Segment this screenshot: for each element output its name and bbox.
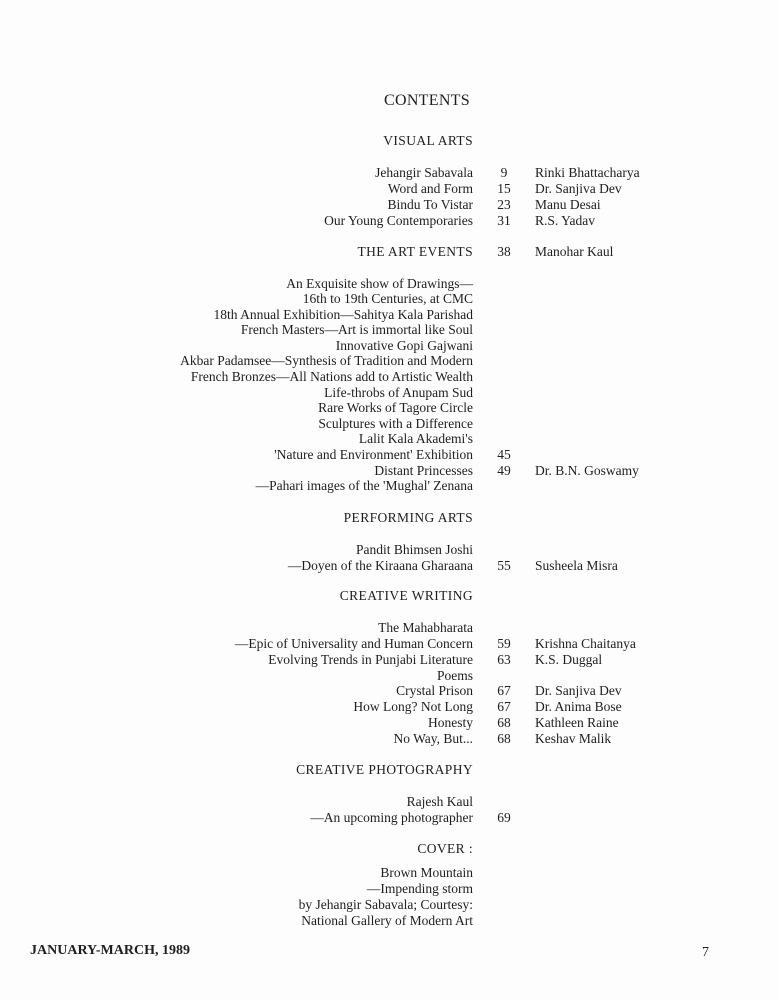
toc-entry: —Pahari images of the 'Mughal' Zenana — [255, 478, 473, 493]
toc-entry: by Jehangir Sabavala; Courtesy: — [298, 897, 473, 912]
section-heading: PERFORMING ARTS — [343, 510, 473, 525]
section-heading: THE ART EVENTS 38 Manohar Kaul — [357, 244, 614, 259]
toc-entry: Rare Works of Tagore Circle — [318, 400, 473, 415]
toc-entry: 'Nature and Environment' Exhibition 45 — [274, 447, 511, 462]
toc-entry: 18th Annual Exhibition—Sahitya Kala Parishad — [213, 307, 473, 322]
toc-entry: Evolving Trends in Punjabi Literature 63 K.S. Duggal — [268, 652, 603, 667]
toc-entry: Crystal Prison 67 Dr. Sanjiva Dev — [396, 683, 622, 698]
section-heading: CREATIVE WRITING — [339, 588, 473, 603]
toc-entry: —Impending storm — [366, 881, 473, 896]
toc-entry: Innovative Gopi Gajwani — [335, 338, 473, 353]
toc-entry: Life-throbs of Anupam Sud — [324, 385, 473, 400]
toc-entry: Pandit Bhimsen Joshi — [355, 542, 473, 557]
section-heading: VISUAL ARTS — [383, 133, 473, 148]
toc-entry: —Epic of Universality and Human Concern 59 Krishna Chaitanya — [234, 636, 636, 651]
toc-entry: Honesty 68 Kathleen Raine — [428, 715, 619, 730]
issue-date: JANUARY-MARCH, 1989 — [30, 943, 190, 958]
toc-entry: Our Young Contemporaries 31 R.S. Yadav — [324, 213, 596, 228]
toc-entry: Akbar Padamsee—Synthesis of Tradition and Modern — [180, 353, 473, 368]
section-heading: COVER : — [417, 841, 473, 856]
toc-entry: Rajesh Kaul — [406, 794, 473, 809]
toc-entry: —Doyen of the Kiraana Gharaana 55 Susheela Misra — [287, 558, 618, 573]
toc-entry: French Masters—Art is immortal like Soul — [240, 322, 473, 337]
page-title: CONTENTS — [384, 92, 470, 109]
section-heading: CREATIVE PHOTOGRAPHY — [296, 762, 473, 777]
toc-entry: No Way, But... 68 Keshav Malik — [393, 731, 612, 746]
toc-entry: How Long? Not Long 67 Dr. Anima Bose — [353, 699, 622, 714]
toc-entry: Distant Princesses 49 Dr. B.N. Goswamy — [374, 463, 639, 478]
page-number: 7 — [702, 945, 709, 960]
toc-entry: Brown Mountain — [380, 865, 473, 880]
toc-entry: An Exquisite show of Drawings— — [286, 276, 473, 291]
toc-entry: Lalit Kala Akademi's — [358, 431, 473, 446]
toc-entry: Word and Form 15 Dr. Sanjiva Dev — [387, 181, 622, 196]
toc-entry: Sculptures with a Difference — [318, 416, 473, 431]
toc-entry: Jehangir Sabavala 9 Rinki Bhattacharya — [375, 165, 640, 180]
toc-entry: —An upcoming photographer 69 — [310, 810, 511, 825]
toc-entry: Poems — [436, 668, 473, 683]
toc-entry: 16th to 19th Centuries, at CMC — [302, 291, 473, 306]
toc-entry: The Mahabharata — [378, 620, 473, 635]
toc-entry: Bindu To Vistar 23 Manu Desai — [387, 197, 601, 212]
toc-entry: National Gallery of Modern Art — [301, 913, 473, 928]
toc-entry: French Bronzes—All Nations add to Artistic Wealth — [190, 369, 473, 384]
